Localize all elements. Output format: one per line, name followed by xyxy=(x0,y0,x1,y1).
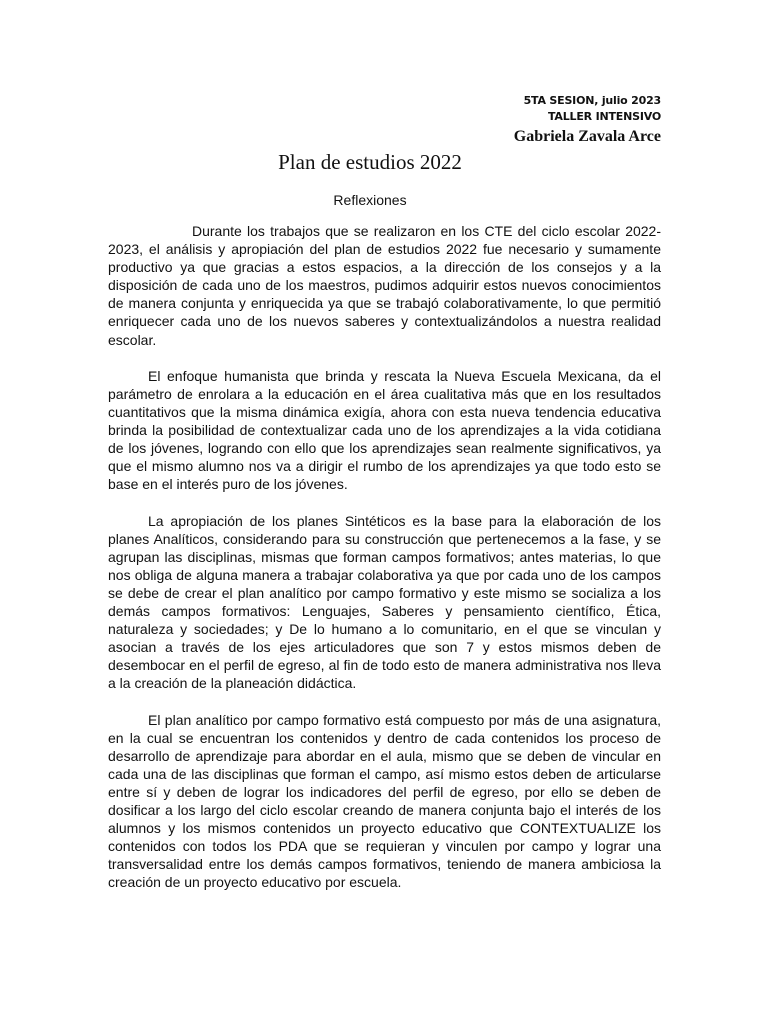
paragraph-3: La apropiación de los planes Sintéticos es la base para la elaboración de los planes Analíticos, considerando para su construcción que pertenecemos a la fase, y se agrupan las disciplinas, mismas que forman campos formativos; antes materias, lo que nos obliga de alguna manera a trabajar colaborativa ya que por cada uno de los campos se debe de crear el plan analítico por campo formativo y este mismo se socializa a los demás campos formativos: Lenguajes, Saberes y pensamiento científico, Ética, naturaleza y sociedades; y De lo humano a lo comunitario, en el que se vinculan y asocian a través de los ejes articuladores que son 7 y estos mismos deben de desembocar en el perfil de egreso, al fin de todo esto de manera administrativa nos lleva a la creación de la planeación didáctica. xyxy=(108,512,661,692)
document-subtitle: Reflexiones xyxy=(333,192,407,208)
paragraph-2: El enfoque humanista que brinda y rescata la Nueva Escuela Mexicana, da el parámetro de enrolara a la educación en el área cualitativa más que en los resultados cuantitativos que la misma dinámica exigía, ahora con esta nueva tendencia educativa brinda la posibilidad de contextualizar cada uno de los aprendizajes a la vida cotidiana de los jóvenes, logrando con ello que los aprendizajes sean realmente significativos, ya que el mismo alumno nos va a dirigir el rumbo de los aprendizajes ya que todo esto se base en el interés puro de los jóvenes. xyxy=(108,367,661,493)
paragraph-4: El plan analítico por campo formativo está compuesto por más de una asignatura, en la cual se encuentran los contenidos y dentro de cada contenidos los proceso de desarrollo de aprendizaje para abordar en el aula, mismo que se deben de vincular en cada una de las disciplinas que forman el campo, así mismo estos deben de articularse entre sí y deben de lograr los indicadores del perfil de egreso, por ello se deben de dosificar a los largo del ciclo escolar creando de manera conjunta bajo el interés de los alumnos y los mismos contenidos un proyecto educativo que CONTEXTUALIZE los contenidos con todos los PDA que se requieran y vinculen por campo y lograr una transversalidad entre los demás campos formativos, teniendo de manera ambiciosa la creación de un proyecto educativo por escuela. xyxy=(108,711,661,891)
document-body xyxy=(108,222,661,910)
workshop-label: TALLER INTENSIVO xyxy=(547,110,661,123)
paragraph-1: Durante los trabajos que se realizaron en los CTE del ciclo escolar 2022-2023, el análisis y apropiación del plan de estudios 2022 fue necesario y sumamente productivo ya que gracias a estos espacios, a la dirección de los consejos y a la disposición de cada uno de los maestros, pudimos adquirir estos nuevos conocimientos de manera conjunta y enriquecida ya que se trabajó colaborativamente, lo que permitió enriquecer cada uno de los nuevos saberes y contextualizándolos a nuestra realidad escolar. xyxy=(108,223,661,348)
document-header xyxy=(514,93,661,148)
session-label: 5TA SESION, julio 2023 xyxy=(523,94,661,107)
author-name: Gabriela Zavala Arce xyxy=(513,128,661,145)
document-title: Plan de estudios 2022 xyxy=(278,150,462,174)
